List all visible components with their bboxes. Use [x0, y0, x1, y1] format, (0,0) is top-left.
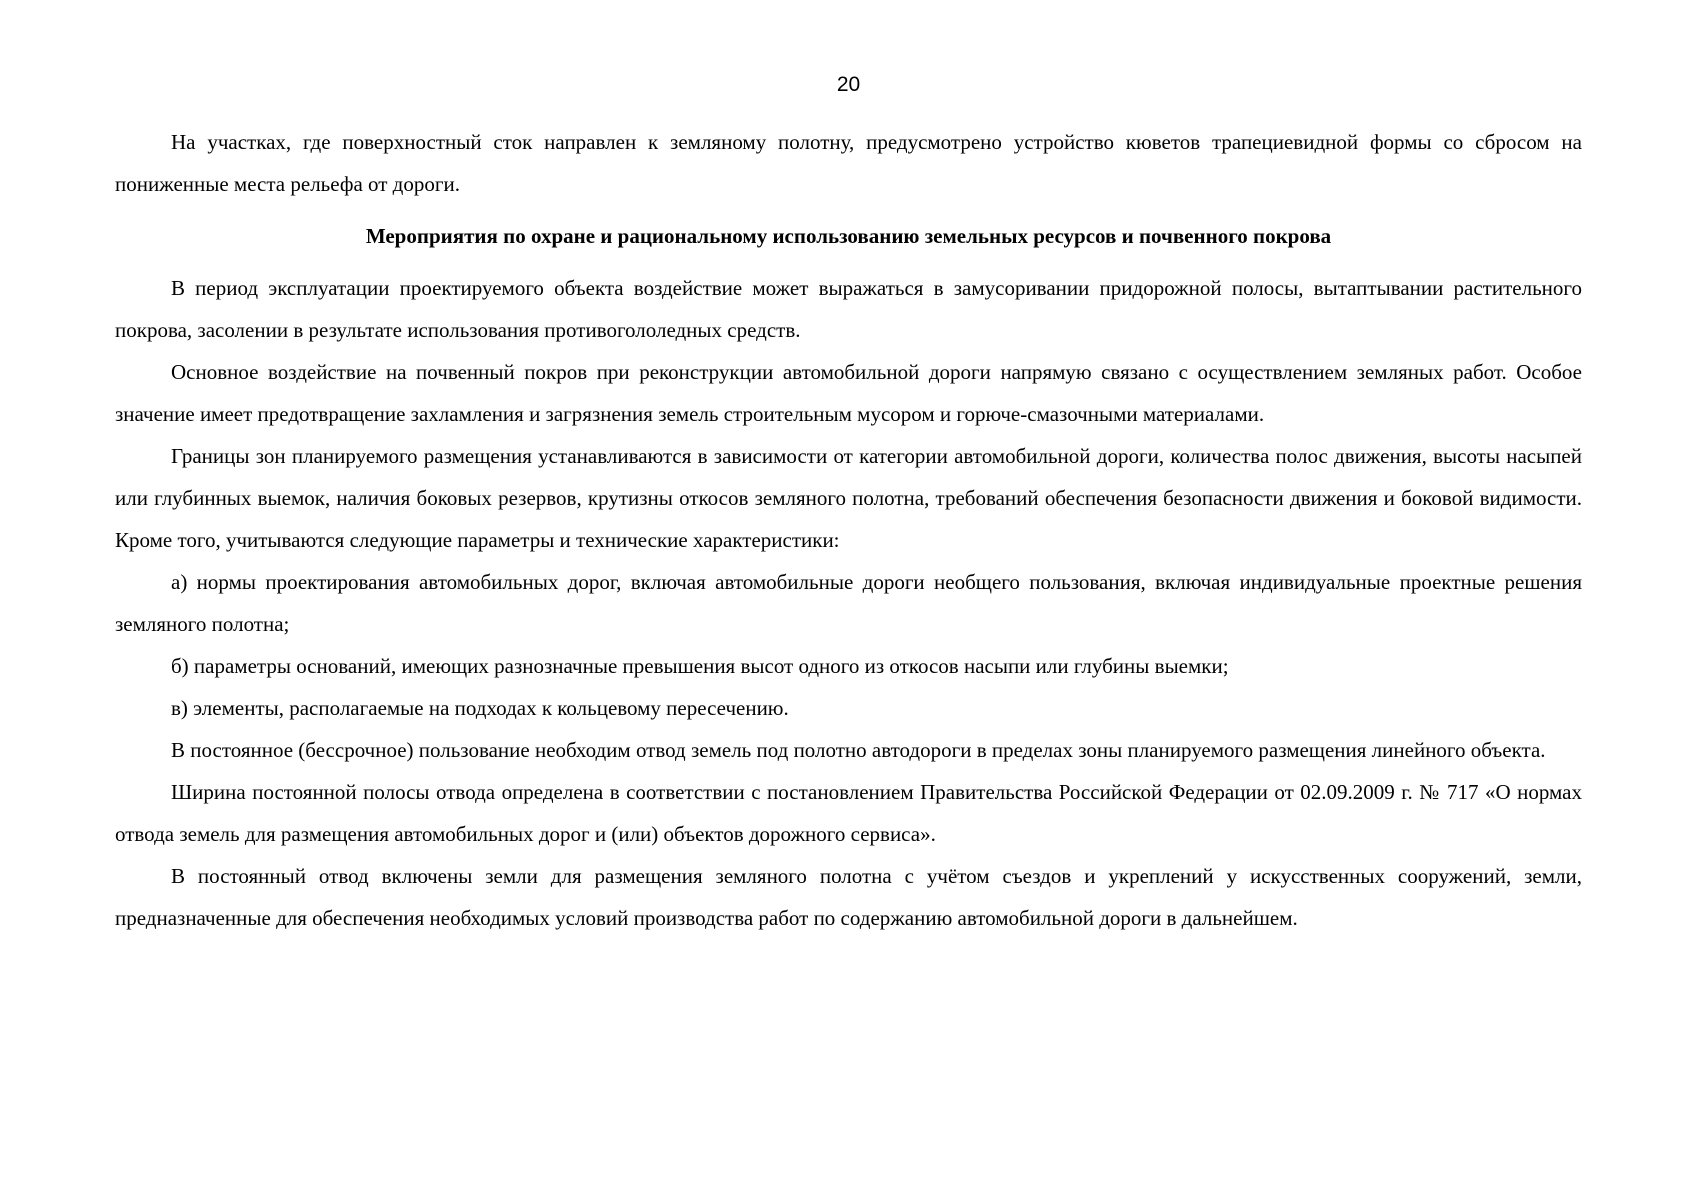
paragraph-permanent-allotment: В постоянный отвод включены земли для размещения земляного полотна с учётом съездов и укреплений у искусственных сооружений, земли, предназначенные для обеспечения необходимых условий производства работ по содержанию автомобильной дороги в дальнейшем.	[115, 864, 1582, 930]
list-item-c: в) элементы, располагаемые на подходах к кольцевому пересечению.	[171, 696, 789, 720]
section-heading: Мероприятия по охране и рациональному использованию земельных ресурсов и почвенного покрова	[365, 224, 1332, 248]
page-number: 20	[836, 73, 861, 96]
document-body	[115, 121, 1582, 939]
list-item-b: б) параметры оснований, имеющих разнозначные превышения высот одного из откосов насыпи или глубины выемки;	[171, 654, 1229, 678]
paragraph-width: Ширина постоянной полосы отвода определена в соответствии с постановлением Правительства Российской Федерации от 02.09.2009 г. № 717 «О нормах отвода земель для размещения автомобильных дорог и (или) объектов дорожного сервиса».	[115, 780, 1582, 846]
list-item-a: а) нормы проектирования автомобильных дорог, включая автомобильные дороги необщего пользования, включая индивидуальные проектные решения земляного полотна;	[115, 570, 1582, 636]
paragraph-drainage: На участках, где поверхностный сток направлен к земляному полотну, предусмотрено устройство кюветов трапециевидной формы со сбросом на пониженные места рельефа от дороги.	[115, 130, 1582, 196]
paragraph-main-impact: Основное воздействие на почвенный покров при реконструкции автомобильной дороги напрямую связано с осуществлением земляных работ. Особое значение имеет предотвращение захламления и загрязнения земель строительным мусором и горюче-смазочными материалами.	[115, 360, 1582, 426]
paragraph-zone-boundaries: Границы зон планируемого размещения устанавливаются в зависимости от категории автомобильной дороги, количества полос движения, высоты насыпей или глубинных выемок, наличия боковых резервов, крутизны откосов земляного полотна, требований обеспечения безопасности движения и боковой видимости. Кроме того, учитываются следующие параметры и технические характеристики:	[115, 444, 1582, 552]
paragraph-operation-impact: В период эксплуатации проектируемого объекта воздействие может выражаться в замусоривании придорожной полосы, вытаптывании растительного покрова, засолении в результате использования противогололедных средств.	[115, 276, 1582, 342]
paragraph-permanent-use: В постоянное (бессрочное) пользование необходим отвод земель под полотно автодороги в пределах зоны планируемого размещения линейного объекта.	[171, 738, 1546, 762]
